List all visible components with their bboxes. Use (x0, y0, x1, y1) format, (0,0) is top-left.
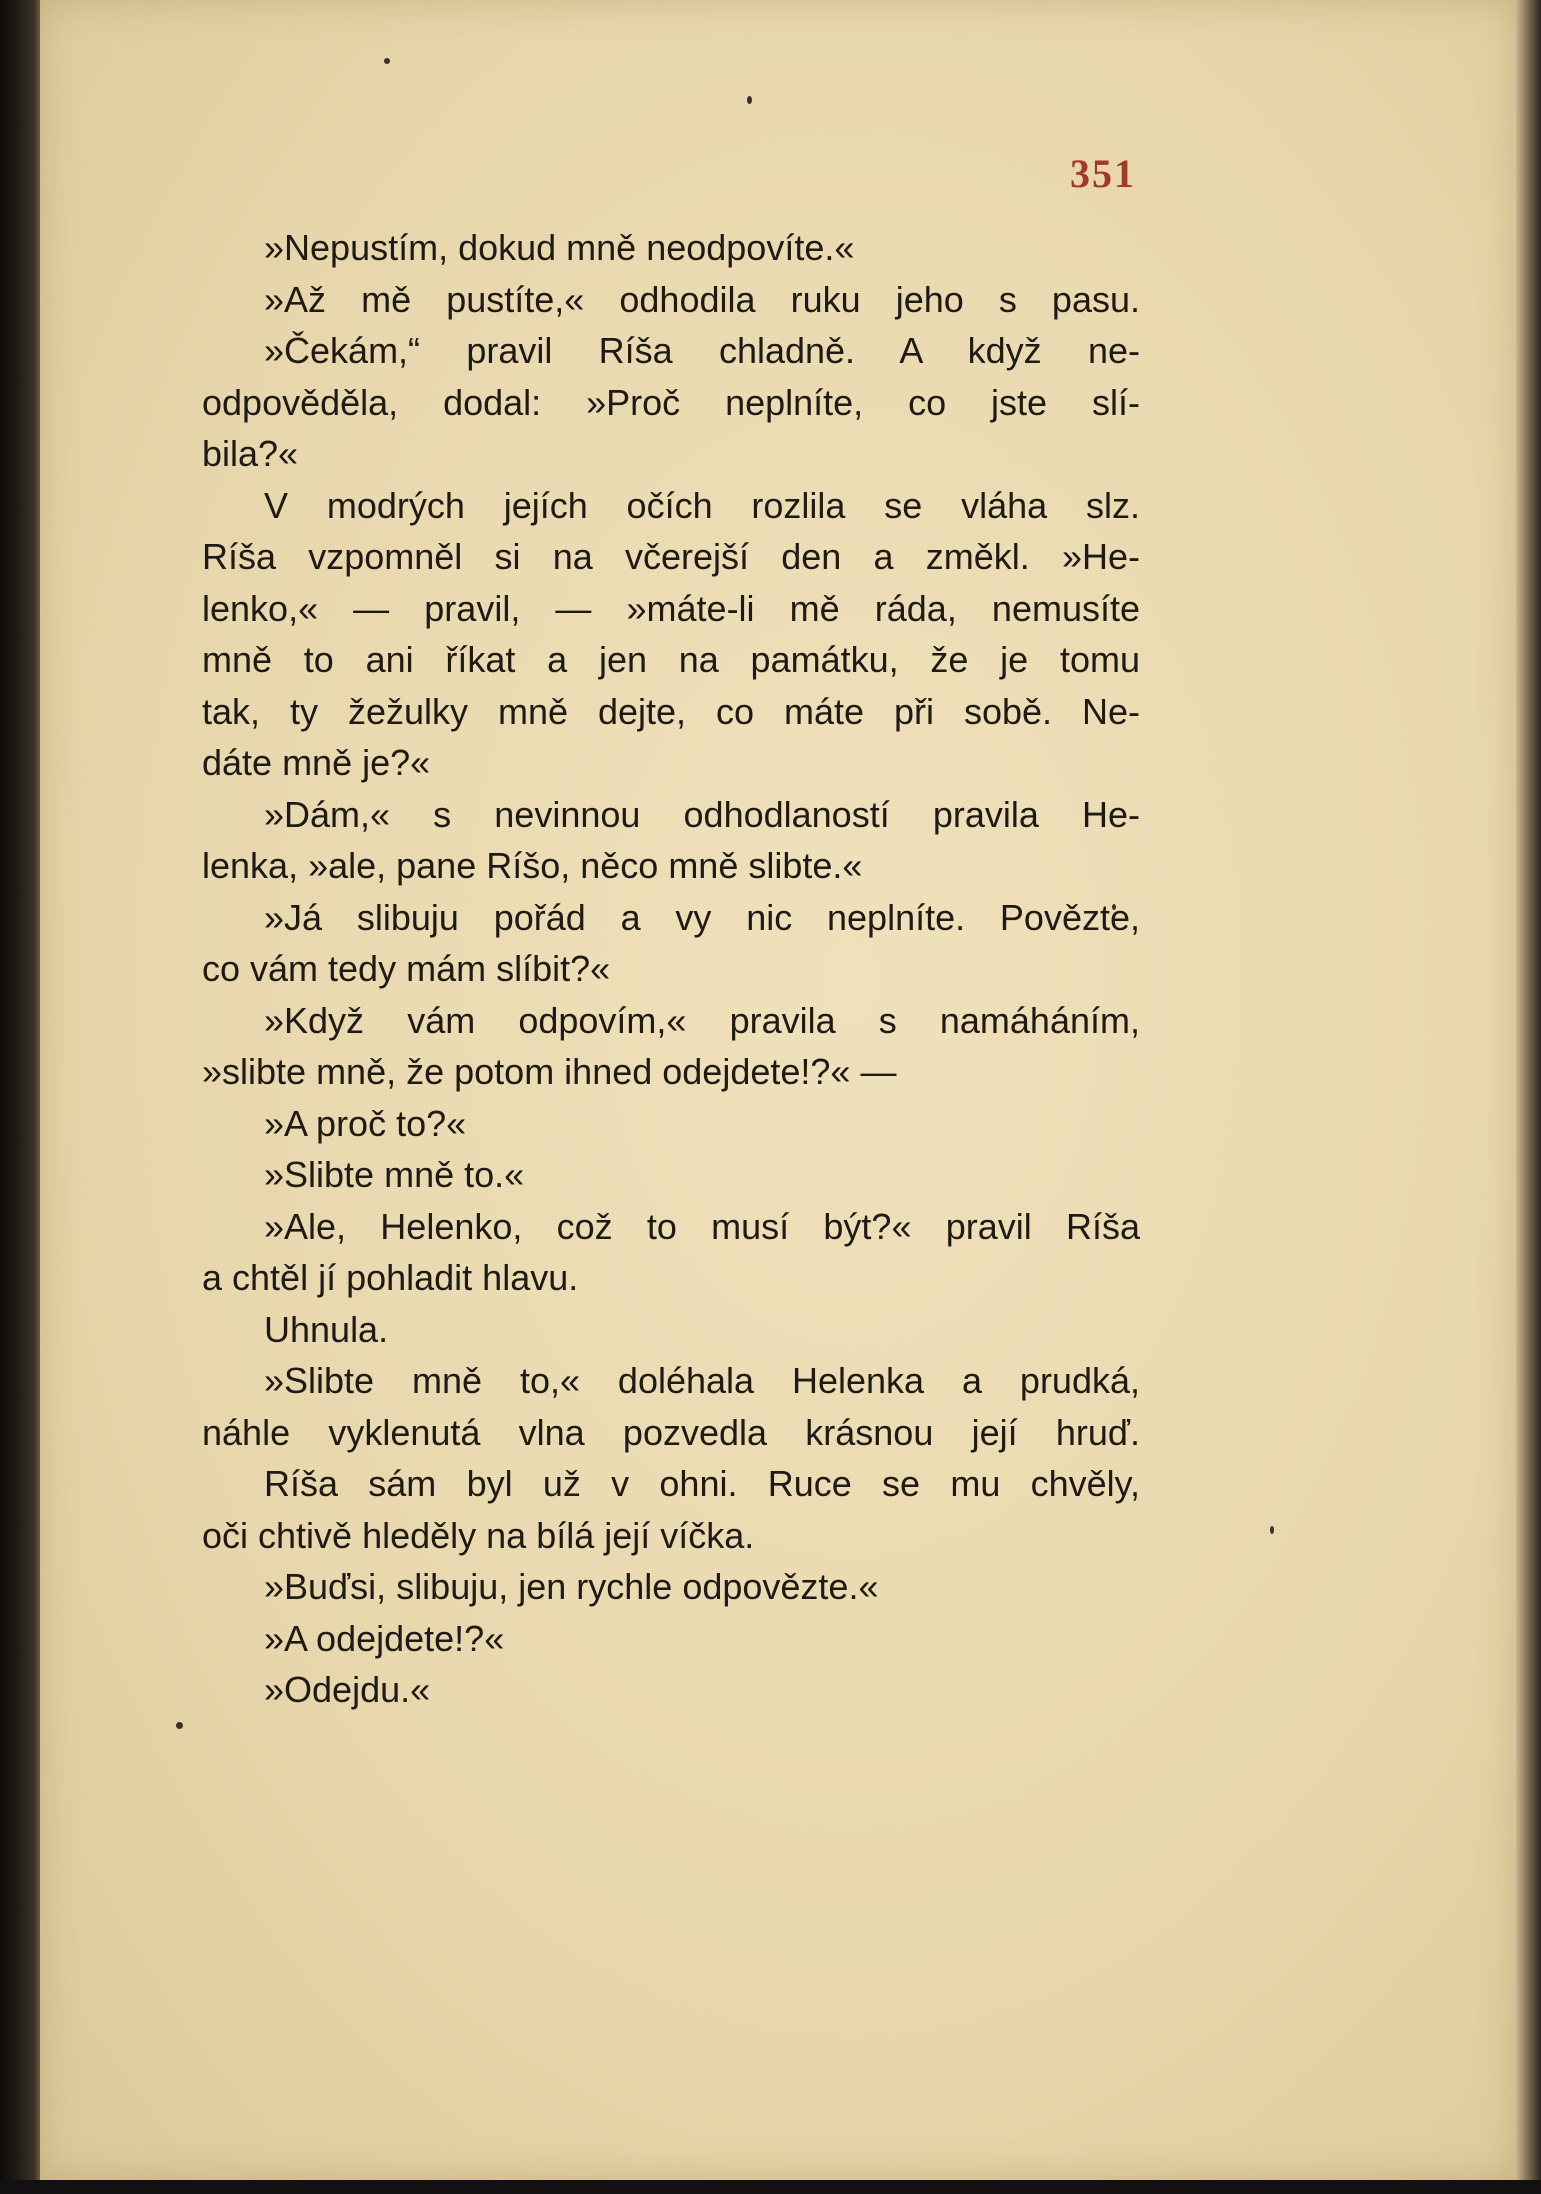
page-bottom-edge (0, 2180, 1541, 2194)
text-line: Ríša sám byl už v ohni. Ruce se mu chvěly, (264, 1463, 1140, 1504)
text-line: lenko,« — pravil, — »máte-li mě ráda, nemusíte (202, 587, 1140, 629)
text-line: lenka, »ale, pane Ríšo, něco mně slibte.« (202, 845, 863, 886)
text-line: »Když vám odpovím,« pravila s namáháním, (264, 999, 1140, 1041)
text-line: »Já slibuju pořád a vy nic neplníte. Povězte, (264, 896, 1140, 938)
text-line: V modrých jejích očích rozlila se vláha slz. (264, 484, 1140, 526)
paper-speck (1270, 1526, 1274, 1534)
text-line: »Buďsi, slibuju, jen rychle odpovězte.« (264, 1566, 879, 1607)
text-line: a chtěl jí pohladit hlavu. (202, 1257, 579, 1298)
text-line: Uhnula. (264, 1308, 389, 1350)
text-line: »Až mě pustíte,« odhodila ruku jeho s pasu. (264, 278, 1140, 320)
text-line: »Ale, Helenko, což to musí být?« pravil Ríša (264, 1205, 1140, 1247)
text-line: mně to ani říkat a jen na památku, že je tomu (202, 639, 1140, 680)
text-line: co vám tedy mám slíbit?« (202, 948, 611, 989)
paper-speck (176, 1722, 183, 1729)
text-line: »A proč to?« (264, 1102, 467, 1144)
text-line: oči chtivě hleděly na bílá její víčka. (202, 1514, 755, 1556)
text-line: dáte mně je?« (202, 742, 431, 783)
text-line: »slibte mně, že potom ihned odejdete!?« — (202, 1051, 897, 1092)
paper-speck (747, 96, 752, 104)
text-line: tak, ty žežulky mně dejte, co máte při sobě. Ne- (202, 690, 1140, 732)
text-line: »Slibte mně to,« doléhala Helenka a prudká, (264, 1360, 1140, 1401)
text-line: »Odejdu.« (264, 1669, 431, 1710)
page-edge (1516, 0, 1541, 2194)
text-line: odpověděla, dodal: »Proč neplníte, co jste slí- (202, 381, 1140, 423)
text-line: bila?« (202, 433, 299, 474)
text-line: »Dám,« s nevinnou odhodlaností pravila He- (264, 793, 1140, 835)
text-line: náhle vyklenutá vlna pozvedla krásnou její hruď. (202, 1411, 1140, 1453)
body-text (202, 222, 1140, 1716)
paper-speck (384, 58, 390, 64)
text-line: »Slibte mně to.« (264, 1154, 525, 1195)
page-number: 351 (1070, 151, 1136, 196)
text-line: »Čekám,“ pravil Ríša chladně. A když ne- (264, 330, 1140, 371)
text-line: Ríša vzpomněl si na včerejší den a změkl. »He- (202, 536, 1140, 577)
text-line: »A odejdete!?« (264, 1617, 505, 1659)
book-spine (0, 0, 40, 2194)
text-line: »Nepustím, dokud mně neodpovíte.« (264, 227, 855, 268)
